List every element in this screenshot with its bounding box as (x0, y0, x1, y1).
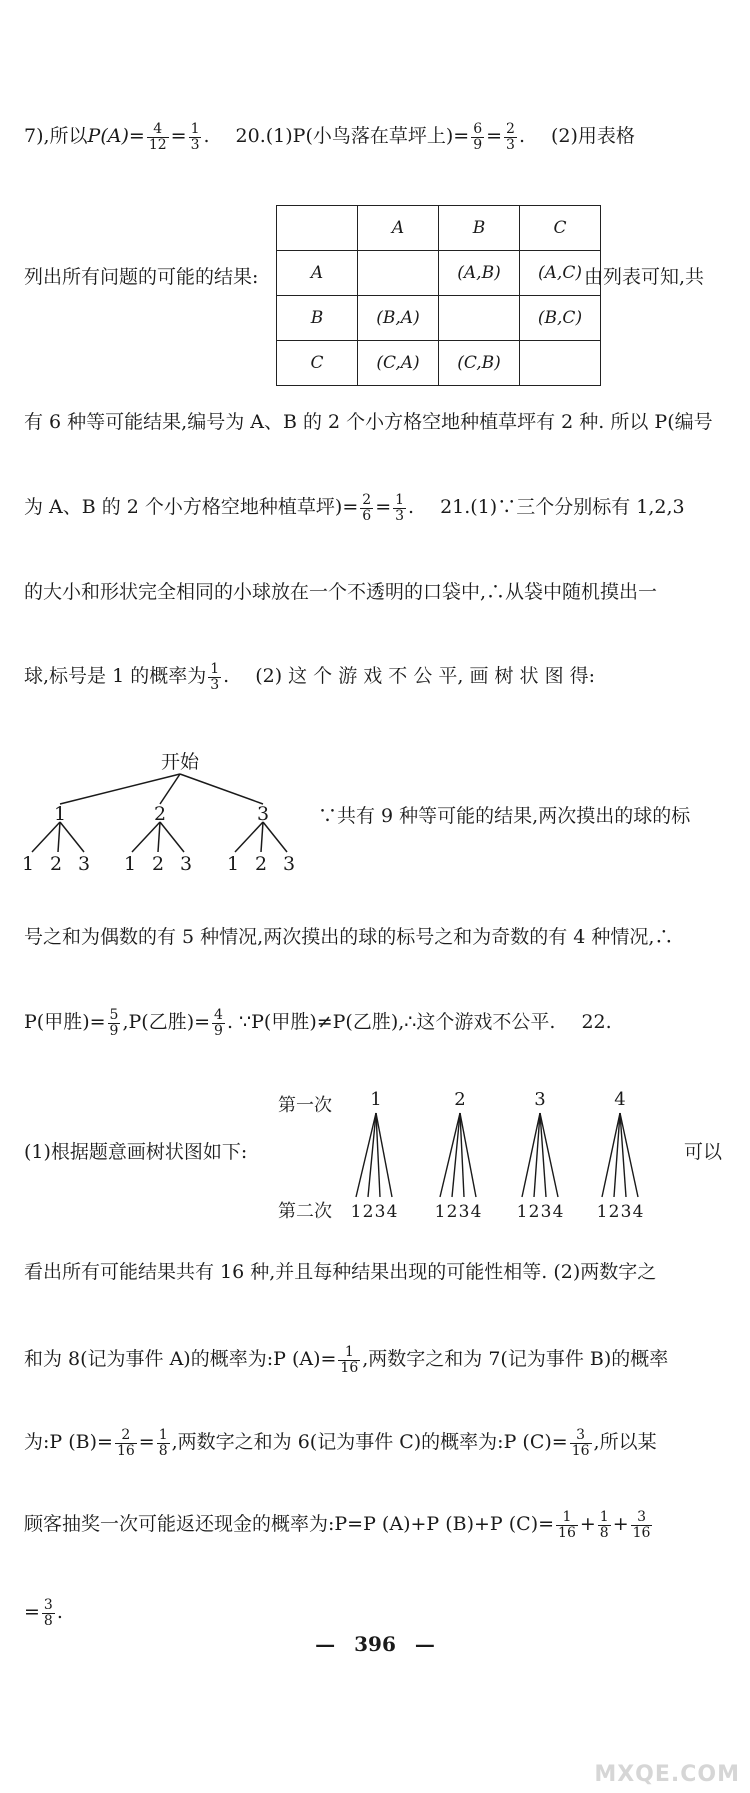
tree-leaf: 3 (179, 853, 193, 875)
outcome-table (276, 205, 601, 386)
tree-leaf: 1 (123, 853, 137, 875)
page-dash-left: — (315, 1632, 336, 1656)
text-line-10-left: (1)根据题意画树状图如下: (24, 1141, 248, 1163)
tree-node: 3 (256, 803, 270, 825)
table-cell: B (439, 206, 520, 251)
svg-text:3: 3 (374, 1202, 386, 1222)
tree-leaf: 2 (254, 853, 268, 875)
text: 21.(1)∵三个分别标有 1,2,3 (440, 496, 685, 519)
text: P(甲胜)= (24, 1011, 106, 1034)
svg-text:1: 1 (350, 1202, 362, 1222)
text: 和为 8(记为事件 A)的概率为:P (A)= (24, 1348, 337, 1371)
fraction: $\frac{6}{9}$ (473, 121, 483, 153)
svg-text:4: 4 (632, 1202, 644, 1222)
fraction: $\frac{5}{9}$ (109, 1007, 119, 1039)
fraction: $\frac{4}{12}$ (148, 121, 167, 153)
table-row (277, 341, 601, 386)
table-cell: (A,B) (439, 251, 520, 296)
text-line-15: = $\frac{3}{8}$ . (24, 1597, 63, 1629)
tree-node: 1 (370, 1089, 382, 1110)
formula: P(A)= (87, 125, 145, 148)
table-cell: C (277, 341, 358, 386)
fraction: $\frac{3}{16}$ (632, 1509, 651, 1541)
svg-text:1: 1 (596, 1202, 608, 1222)
tree-leaf: 1 (226, 853, 240, 875)
svg-text:4: 4 (552, 1202, 564, 1222)
fraction: $\frac{1}{8}$ (599, 1509, 609, 1541)
tree-root-label: 开始 (160, 751, 200, 773)
text-line-1: 7),所以P(A)= $\frac{4}{12}$ = $\frac{1}{3}$ . 20.(1)P(小鸟落在草坪上)= $\frac{6}{9}$ = $\frac{2}{3}$ . (2)用表格 (24, 121, 635, 153)
tree-node: 4 (614, 1089, 626, 1110)
text: 20.(1)P(小鸟落在草坪上)= (235, 125, 470, 148)
text: 7),所以 (24, 125, 88, 148)
text-line-12 (24, 1345, 668, 1375)
text: 22. (581, 1011, 612, 1034)
svg-text:2: 2 (362, 1202, 374, 1222)
tree-leaf: 3 (77, 853, 91, 875)
fraction: $\frac{1}{8}$ (158, 1427, 168, 1459)
text-line-5: 的大小和形状完全相同的小球放在一个不透明的口袋中,∴从袋中随机摸出一 (24, 581, 658, 603)
svg-text:2: 2 (446, 1202, 458, 1222)
table-cell: (B,C) (520, 296, 601, 341)
text: 球,标号是 1 的概率为 (24, 665, 207, 688)
fraction: $\frac{1}{16}$ (340, 1344, 359, 1376)
tree-leaf: 2 (49, 853, 63, 875)
page-dash-right: — (414, 1632, 435, 1656)
text-line-13: 为:P (B)= $\frac{2}{16}$ = $\frac{1}{8}$ ,两数字之和为 6(记为事件 C)的概率为:P (C)= $\frac{3}{16}$ ,所以某 (24, 1427, 657, 1459)
site-watermark: MXQE.COM (594, 1762, 740, 1787)
text: 顾客抽奖一次可能返还现金的概率为:P=P (A)+P (B)+P (C)= (24, 1513, 555, 1536)
text-line-8: 号之和为偶数的有 5 种情况,两次摸出的球的标号之和为奇数的有 4 种情况,∴ (24, 926, 674, 948)
text-line-7: ∵共有 9 种等可能的结果,两次摸出的球的标 (318, 805, 691, 827)
fraction: $\frac{2}{6}$ (362, 492, 372, 524)
table-cell: (B,A) (358, 296, 439, 341)
page-number-value: 396 (354, 1632, 396, 1656)
text-line-6: 球,标号是 1 的概率为 $\frac{1}{3}$ . (2) 这 个 游 戏 不 公 平, 画 树 状 图 得: (24, 661, 596, 693)
table-row (277, 296, 601, 341)
svg-text:3: 3 (458, 1202, 470, 1222)
text: ,两数字之和为 6(记为事件 C)的概率为:P (C)= (171, 1431, 568, 1454)
text: (2)用表格 (551, 125, 635, 148)
svg-text:2: 2 (608, 1202, 620, 1222)
tree-leaves (351, 1202, 644, 1222)
text-line-9 (24, 1008, 612, 1038)
fraction: $\frac{4}{9}$ (214, 1007, 223, 1039)
fraction: $\frac{3}{16}$ (571, 1427, 590, 1459)
svg-text:1: 1 (516, 1202, 528, 1222)
fraction: $\frac{2}{16}$ (116, 1427, 135, 1459)
tree-leaf: 1 (21, 853, 35, 875)
text-line-11: 看出所有可能结果共有 16 种,并且每种结果出现的可能性相等. (2)两数字之 (24, 1261, 657, 1283)
tree-leaf: 3 (282, 853, 296, 875)
svg-text:3: 3 (540, 1202, 552, 1222)
tree-leaf: 2 (151, 853, 165, 875)
page-number (0, 1632, 750, 1656)
text: ,P(乙胜)= (122, 1011, 211, 1034)
text-line-4: 为 A、B 的 2 个小方格空地种植草坪)= $\frac{2}{6}$ = $\frac{1}{3}$ . 21.(1)∵三个分别标有 1,2,3 (24, 492, 685, 524)
fraction: $\frac{1}{3}$ (395, 492, 405, 524)
fraction: $\frac{3}{8}$ (43, 1597, 53, 1629)
svg-text:4: 4 (470, 1202, 482, 1222)
fraction: $\frac{1}{16}$ (558, 1509, 576, 1541)
text-line-2-left: 列出所有问题的可能的结果: (24, 266, 259, 288)
svg-text:4: 4 (386, 1202, 398, 1222)
table-cell: (C,B) (439, 341, 520, 386)
tree-node: 2 (153, 803, 167, 825)
lottery-tree-diagram (270, 1085, 670, 1225)
text-line-2-right: 由列表可知,共 (584, 266, 705, 288)
svg-text:1: 1 (434, 1202, 446, 1222)
tree-node: 3 (534, 1089, 546, 1110)
text: 为 A、B 的 2 个小方格空地种植草坪)= (24, 496, 359, 519)
probability-tree-diagram (18, 740, 318, 880)
text-line-14: 顾客抽奖一次可能返还现金的概率为:P=P (A)+P (B)+P (C)= $\frac{1}{16}$ + $\frac{1}{8}$ + $\frac{3}{16}$ (24, 1509, 651, 1541)
tree-branches (356, 1113, 638, 1197)
table-cell: A (358, 206, 439, 251)
table-row (277, 206, 601, 251)
second-draw-label: 第二次 (278, 1201, 332, 1222)
tree-node: 1 (53, 803, 67, 825)
table-cell: (C,A) (358, 341, 439, 386)
fraction: $\frac{2}{3}$ (506, 121, 515, 153)
table-cell (277, 206, 358, 251)
first-draw-label: 第一次 (278, 1095, 332, 1116)
svg-text:3: 3 (620, 1202, 632, 1222)
text: (2) 这 个 游 戏 不 公 平, 画 树 状 图 得: (255, 665, 596, 688)
table-row (277, 251, 601, 296)
fraction: $\frac{1}{3}$ (190, 121, 200, 153)
text-line-10-right: 可以 (684, 1141, 723, 1163)
text: . ∵P(甲胜)≠P(乙胜),∴这个游戏不公平. (226, 1011, 556, 1034)
table-cell (358, 251, 439, 296)
svg-text:2: 2 (528, 1202, 540, 1222)
text-line-3: 有 6 种等可能结果,编号为 A、B 的 2 个小方格空地种植草坪有 2 种. 所以 P(编号 (24, 411, 713, 433)
fraction: $\frac{1}{3}$ (210, 661, 220, 693)
table-cell: A (277, 251, 358, 296)
table-cell: C (520, 206, 601, 251)
table-cell: (A,C) (520, 251, 601, 296)
table-cell (520, 341, 601, 386)
text: ,两数字之和为 7(记为事件 B)的概率 (362, 1348, 669, 1371)
table-cell (439, 296, 520, 341)
text: ,所以某 (593, 1431, 657, 1454)
tree-node: 2 (454, 1089, 466, 1110)
table-cell: B (277, 296, 358, 341)
text: 为:P (B)= (24, 1431, 113, 1454)
